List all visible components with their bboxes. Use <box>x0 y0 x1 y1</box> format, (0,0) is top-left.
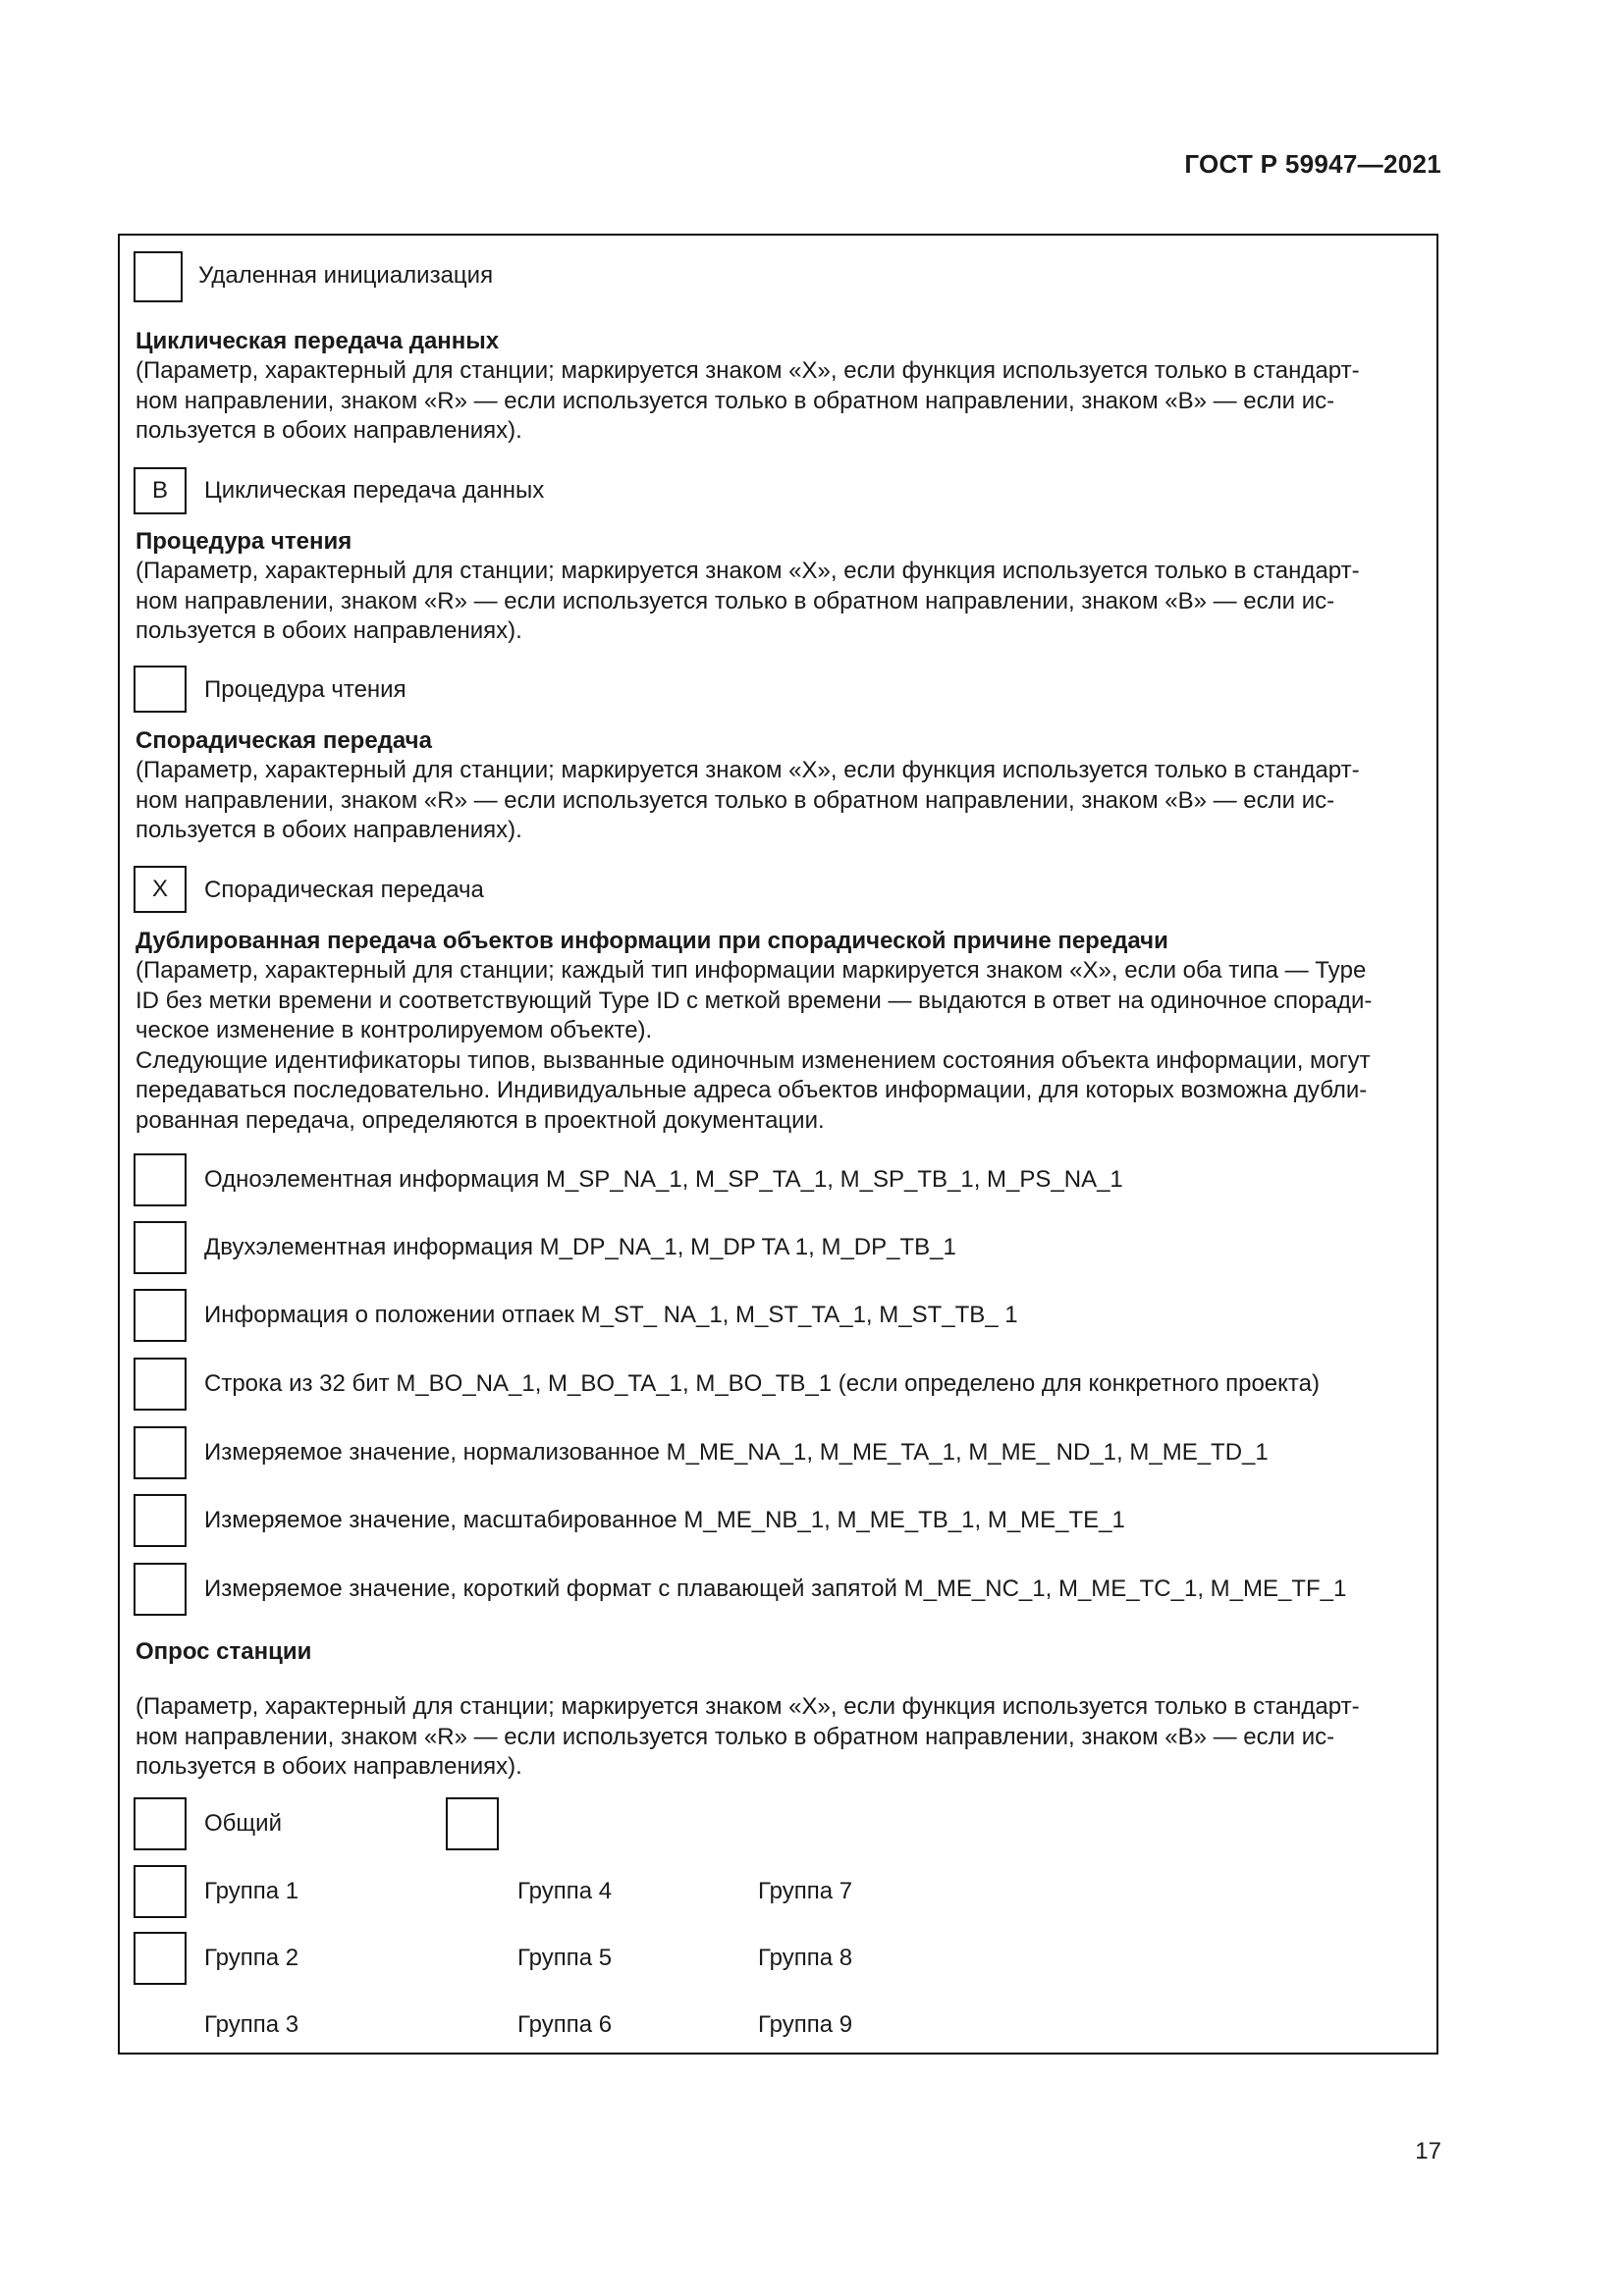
cyclic-checkbox[interactable]: B <box>134 467 187 514</box>
dup-item-label: Одноэлементная информация M_SP_NA_1, M_SP_TA_1, M_SP_TB_1, M_PS_NA_1 <box>204 1166 1123 1193</box>
read-proc-label: Процедура чтения <box>204 676 406 703</box>
poll-group-label: Группа 2 <box>204 1945 299 1971</box>
dup-item-checkbox[interactable] <box>134 1494 187 1547</box>
dup-item-label: Строка из 32 бит M_BO_NA_1, M_BO_TA_1, M_BO_TB_1 (если определено для конкретного проекта) <box>204 1370 1320 1397</box>
form-frame <box>118 234 1438 2055</box>
poll-group-label: Группа 6 <box>517 2011 613 2038</box>
poll-note: (Параметр, характерный для станции; маркируется знаком «Х», если функция используется только в стандарт- ном направлении, знаком «R» — если используется только в обратном направлении, знаком «B» — если ис- пользуется в обоих направлениях). <box>135 1693 1360 1780</box>
dup-heading: Дублированная передача объектов информации при спорадической причине передачи <box>135 928 1168 954</box>
dup-item-checkbox[interactable] <box>134 1426 187 1479</box>
cyclic-label: Циклическая передача данных <box>204 477 545 504</box>
document-code: ГОСТ Р 59947—2021 <box>1184 149 1441 179</box>
dup-item-label: Измеряемое значение, нормализованное M_ME_NA_1, M_ME_TA_1, M_ME_ ND_1, M_ME_TD_1 <box>204 1439 1269 1466</box>
poll-group-label: Группа 7 <box>758 1878 853 1904</box>
dup-note: (Параметр, характерный для станции; каждый тип информации маркируется знаком «Х», если оба типа — Type ID без метки времени и соответствующий Type ID с меткой времени — выдаются в ответ на одиночное споради- ческое изменение в контролируемом объекте). Следующие идентификаторы типов, вызванные одиночным изменением состояния объекта информации, могут передаваться последовательно. Индивидуальные адреса объектов информации, для которых возможна дубли- рованная передача, определяются в проектной документации. <box>135 957 1373 1134</box>
sporadic-heading: Спорадическая передача <box>135 727 432 754</box>
page-number: 17 <box>1415 2138 1441 2164</box>
read-proc-note: (Параметр, характерный для станции; маркируется знаком «Х», если функция используется только в стандарт- ном направлении, знаком «R» — если используется только в обратном направлении, знаком «B» — если ис- пользуется в обоих направлениях). <box>135 558 1360 644</box>
poll-group-label: Группа 9 <box>758 2011 853 2038</box>
poll-heading: Опрос станции <box>135 1638 312 1665</box>
cyclic-note: (Параметр, характерный для станции; маркируется знаком «Х», если функция используется только в стандарт- ном направлении, знаком «R» — если используется только в обратном направлении, знаком «B» — если ис- пользуется в обоих направлениях). <box>135 357 1360 444</box>
dup-item-checkbox[interactable] <box>134 1153 187 1206</box>
poll-group-label: Группа 1 <box>204 1878 299 1904</box>
dup-item-label: Измеряемое значение, короткий формат с плавающей запятой M_ME_NC_1, M_ME_TC_1, M_ME_TF_1 <box>204 1575 1347 1602</box>
dup-item-checkbox[interactable] <box>134 1289 187 1342</box>
remote-init-label: Удаленная инициализация <box>198 262 494 289</box>
poll-group-label: Группа 8 <box>758 1945 853 1971</box>
read-proc-heading: Процедура чтения <box>135 528 352 555</box>
dup-item-label: Информация о положении отпаек M_ST_ NA_1, M_ST_TA_1, M_ST_TB_ 1 <box>204 1302 1018 1328</box>
dup-item-label: Двухэлементная информация M_DP_NA_1, M_DP TA 1, M_DP_TB_1 <box>204 1234 956 1260</box>
read-proc-checkbox[interactable] <box>134 666 187 713</box>
dup-item-label: Измеряемое значение, масштабированное M_ME_NB_1, M_ME_TB_1, M_ME_TE_1 <box>204 1507 1125 1533</box>
poll-group-checkbox[interactable] <box>134 1932 187 1985</box>
sporadic-note: (Параметр, характерный для станции; маркируется знаком «Х», если функция используется только в стандарт- ном направлении, знаком «R» — если используется только в обратном направлении, знаком «B» — если ис- пользуется в обоих направлениях). <box>135 757 1360 843</box>
poll-general-checkbox[interactable] <box>134 1797 187 1850</box>
poll-general-label: Общий <box>204 1810 282 1837</box>
dup-item-checkbox[interactable] <box>134 1221 187 1274</box>
poll-group-label: Группа 4 <box>517 1878 613 1904</box>
poll-group-label: Группа 5 <box>517 1945 613 1971</box>
cyclic-heading: Циклическая передача данных <box>135 328 500 354</box>
sporadic-label: Спорадическая передача <box>204 877 484 903</box>
poll-group-checkbox[interactable] <box>134 1865 187 1918</box>
dup-item-checkbox[interactable] <box>134 1563 187 1616</box>
poll-extra-checkbox[interactable] <box>446 1797 499 1850</box>
dup-item-checkbox[interactable] <box>134 1358 187 1411</box>
remote-init-checkbox[interactable] <box>134 251 183 302</box>
sporadic-checkbox[interactable]: X <box>134 866 187 913</box>
poll-group-label: Группа 3 <box>204 2011 299 2038</box>
